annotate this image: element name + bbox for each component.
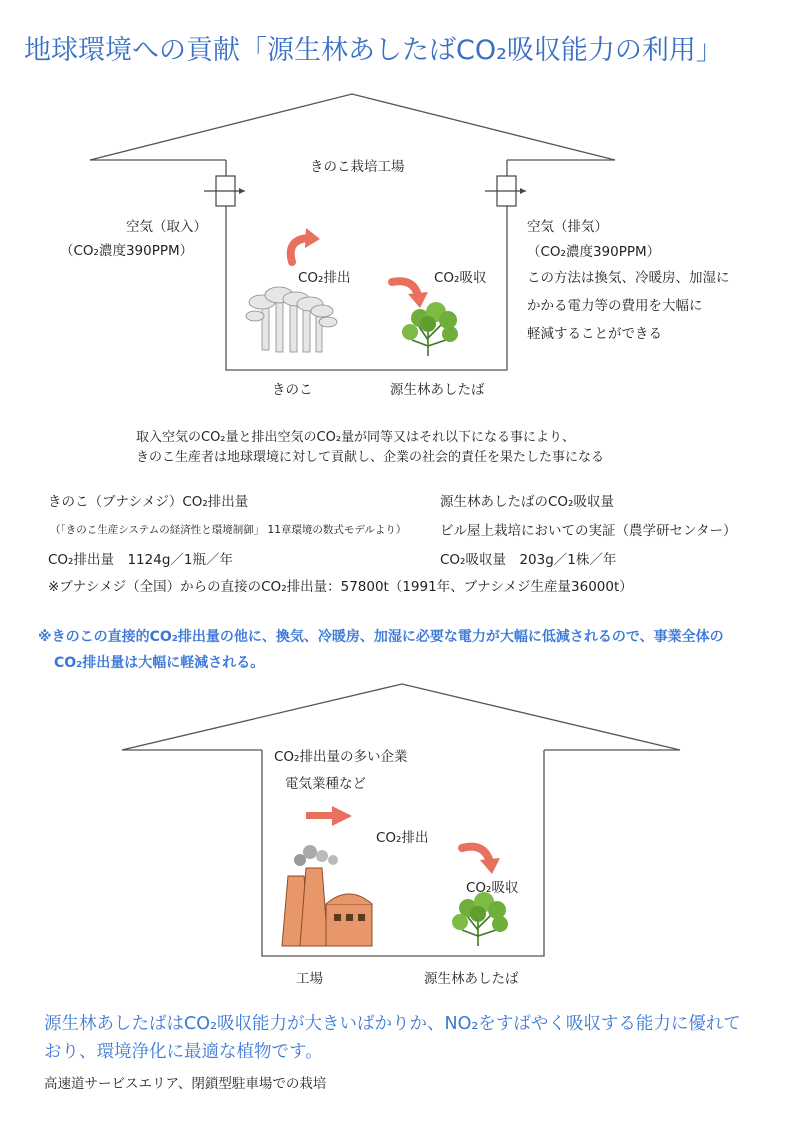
- factory-label: 工場: [296, 971, 323, 987]
- left-stats-value: CO₂排出量 1124g／1瓶／年: [48, 552, 233, 568]
- blue-note-line: ※きのこの直接的CO₂排出量の他に、換気、冷暖房、加湿に必要な電力が大幅に低減されるので、事業全体の: [38, 629, 724, 645]
- industry-label: 電気業種など: [285, 776, 366, 792]
- benefit-line: この方法は換気、冷暖房、加湿に: [527, 270, 730, 286]
- ashitaba-label: 源生林あしたば: [424, 971, 519, 987]
- footer-note: 高速道サービスエリア、閉鎖型駐車場での栽培: [44, 1076, 327, 1092]
- ashitaba-plant-icon: [452, 892, 508, 946]
- co2-emit-label: CO₂排出: [298, 270, 351, 286]
- exhaust-concentration: （CO₂濃度390PPM）: [527, 244, 661, 260]
- final-line: おり、環境浄化に最適な植物です。: [44, 1042, 323, 1062]
- intake-label: 空気（取入）: [126, 219, 207, 235]
- factory-label: きのこ栽培工場: [310, 159, 405, 175]
- intake-concentration: （CO₂濃度390PPM）: [60, 243, 194, 259]
- summary-line: きのこ生産者は地球環境に対して貢献し、企業の社会的責任を果たした事になる: [136, 450, 605, 465]
- blue-note-line: CO₂排出量は大幅に軽減される。: [54, 655, 265, 671]
- right-stats-value: CO₂吸収量 203g／1株／年: [440, 552, 617, 568]
- benefit-line: かかる電力等の費用を大幅に: [527, 298, 703, 314]
- left-stats-heading: きのこ（ブナシメジ）CO₂排出量: [48, 494, 249, 510]
- roof-outline: [122, 684, 680, 750]
- co2-absorb-label: CO₂吸収: [466, 880, 519, 896]
- right-stats-heading: 源生林あしたばのCO₂吸収量: [440, 494, 614, 510]
- co2-absorb-arrow-icon: [462, 847, 500, 874]
- mushroom-label: きのこ: [272, 382, 313, 398]
- co2-flow-arrow-icon: [306, 806, 352, 826]
- company-label: CO₂排出量の多い企業: [274, 749, 408, 765]
- co2-absorb-label: CO₂吸収: [434, 270, 487, 286]
- co2-emit-label: CO₂排出: [376, 830, 429, 846]
- final-line: 源生林あしたばはCO₂吸収能力が大きいばかりか、NO₂をすばやく吸収する能力に優れて: [44, 1014, 741, 1034]
- ashitaba-label: 源生林あしたば: [390, 382, 485, 398]
- left-stats-source: （「きのこ生産システムの経済性と環境制御」 11章環境の数式モデルより）: [50, 524, 407, 536]
- benefit-line: 軽減することができる: [527, 326, 662, 342]
- right-stats-source: ビル屋上栽培においての実証（農学研センター）: [440, 523, 737, 539]
- exhaust-label: 空気（排気）: [527, 219, 608, 235]
- summary-line: 取入空気のCO₂量と排出空気のCO₂量が同等又はそれ以下になる事により、: [136, 430, 576, 445]
- direct-emission-note: ※ブナシメジ（全国）からの直接のCO₂排出量：57800t（1991年、ブナシメジ生産量36000t）: [48, 579, 633, 595]
- page-title: 地球環境への貢献「源生林あしたばCO₂吸収能力の利用」: [24, 35, 723, 66]
- factory-icon: [282, 845, 372, 946]
